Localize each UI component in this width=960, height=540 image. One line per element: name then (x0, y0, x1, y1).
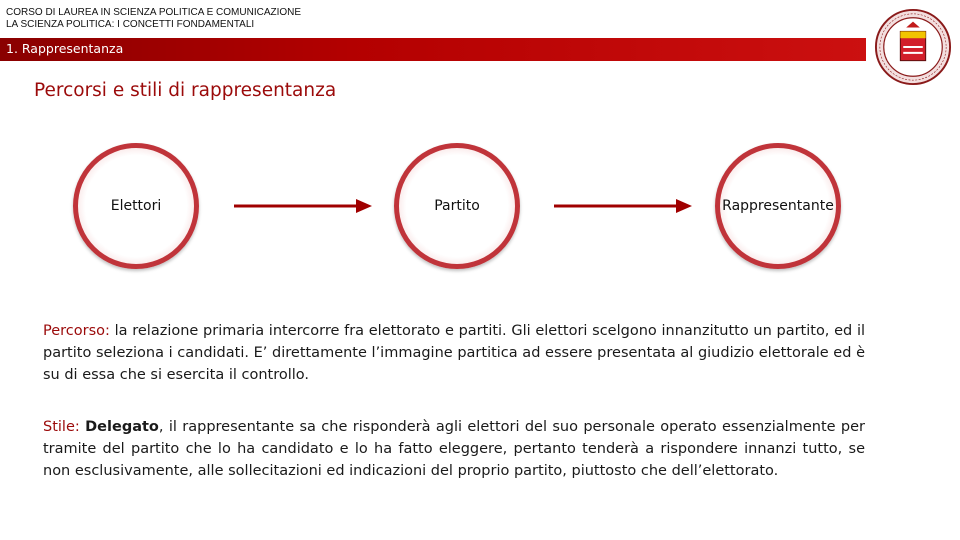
node-elettori (73, 143, 199, 269)
paragraph-percorso (43, 320, 865, 386)
slide-title: Percorsi e stili di rappresentanza (34, 80, 337, 101)
paragraph-lead: Stile: (43, 419, 80, 435)
paragraph-text: la relazione primaria intercorre fra elettorato e partiti. Gli elettori scelgono innanzitutto un partito, ed il partito seleziona i candidati. E’ direttamente l’immagine partitica ad essere presentata al giudizio elettorale ed è su di essa che si esercita il controllo. (43, 323, 865, 383)
section-band (0, 38, 876, 61)
paragraph-lead: Percorso: (43, 323, 110, 339)
node-label: Elettori (110, 198, 162, 214)
arrow-right-icon (554, 198, 694, 214)
section-label: 1. Rappresentanza (6, 41, 124, 56)
course-subtitle: LA SCIENZA POLITICA: I CONCETTI FONDAMENTALI (6, 19, 255, 30)
course-header (6, 7, 301, 31)
paragraph-text: , il rappresentante sa che risponderà agli elettori del suo personale operato essenzialmente per tramite del partito che lo ha candidato e lo ha fatto eleggere, pertanto tenderà a rispondere innanzi tutto, se non esclusivamente, alle sollecitazioni ed indicazioni del proprio partito, piuttosto che dell’elettorato. (43, 419, 866, 479)
node-rappresentante (715, 143, 841, 269)
node-label: Rappresentante (722, 198, 834, 214)
university-seal-icon (874, 8, 952, 86)
node-partito (394, 143, 520, 269)
arrow-right-icon (234, 198, 374, 214)
node-label: Partito (434, 198, 480, 214)
paragraph-stile (43, 416, 865, 482)
paragraph-term: Delegato (85, 419, 159, 435)
course-title: CORSO DI LAUREA IN SCIENZA POLITICA E COMUNICAZIONE (6, 7, 302, 18)
